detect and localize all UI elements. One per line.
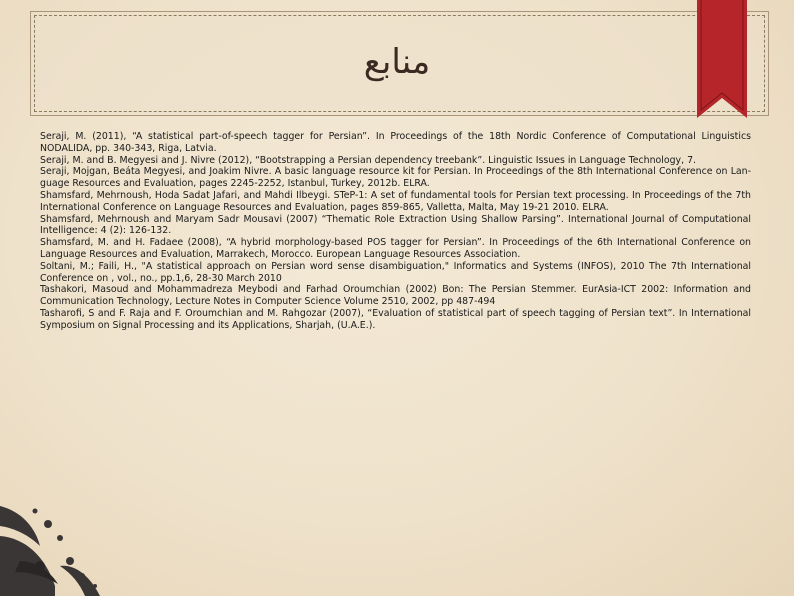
reference-item: Seraji, M. and B. Megyesi and J. Nivre (2012), “Bootstrapping a Persian dependency treebank”. Linguistic Issues in Language Technology, 7. [40, 154, 697, 166]
reference-item: Seraji, Mojgan, Beáta Megyesi, and Joakim Nivre. A basic language resource kit for Persian. In Proceedings of the 8th International Conference on Lan- guage Resources and Evaluation, pages 2245-2252, Istanbul, Turkey, 2012b. ELRA. [40, 166, 751, 190]
reference-item: Soltani, M.; Faili, H., "A statistical approach on Persian word sense disambiguation," Informatics and Systems (INFOS), 2010 The 7th International Conference on , vol., no., pp.1,6, 28-30 March 2010 [40, 260, 751, 284]
reference-item: Shamsfard, Mehrnoush, Hoda Sadat Jafari, and Mahdi Ilbeygi. STeP-1: A set of fundamental tools for Persian text processing. In Proceedings of the 7th International Conference on Language Resources and Evaluation, pages 859-865, Valletta, Malta, May 19-21 2010. ELRA. [40, 189, 751, 213]
reference-item: Tasharofi, S and F. Raja and F. Oroumchian and M. Rahgozar (2007), “Evaluation of statistical part of speech tagging of Persian text”. In International Symposium on Signal Processing and its Applications, Sharjah, (U.A.E.). [40, 307, 751, 331]
reference-item: Shamsfard, Mehrnoush and Maryam Sadr Mousavi (2007) “Thematic Role Extraction Using Shallow Parsing”. International Journal of Computational Intelligence: 4 (2): 126-132. [40, 213, 751, 237]
reference-item: Tashakori, Masoud and Mohammadreza Meybodi and Farhad Oroumchian (2002) Bon: The Persian Stemmer. EurAsia-ICT 2002: Information and Communication Technology, Lecture Notes in Computer Science Volume 2510, 2002, pp 487-494 [40, 284, 751, 308]
reference-item: Shamsfard, M. and H. Fadaee (2008), “A hybrid morphology-based POS tagger for Persian”. In Proceedings of the 6th International Conference on Language Resources and Evaluation, Marrakech, Morocco. European Language Resources Association. [40, 237, 751, 260]
reference-item: Seraji, M. (2011), “A statistical part-of-speech tagger for Persian”. In Proceedings of the 18th Nordic Conference of Computational Linguistics NODALIDA, pp. 340-343, Riga, Latvia. [40, 131, 751, 154]
floral-ornament-icon [0, 466, 115, 596]
references-list [40, 131, 751, 332]
page-title: منابع [363, 42, 431, 82]
